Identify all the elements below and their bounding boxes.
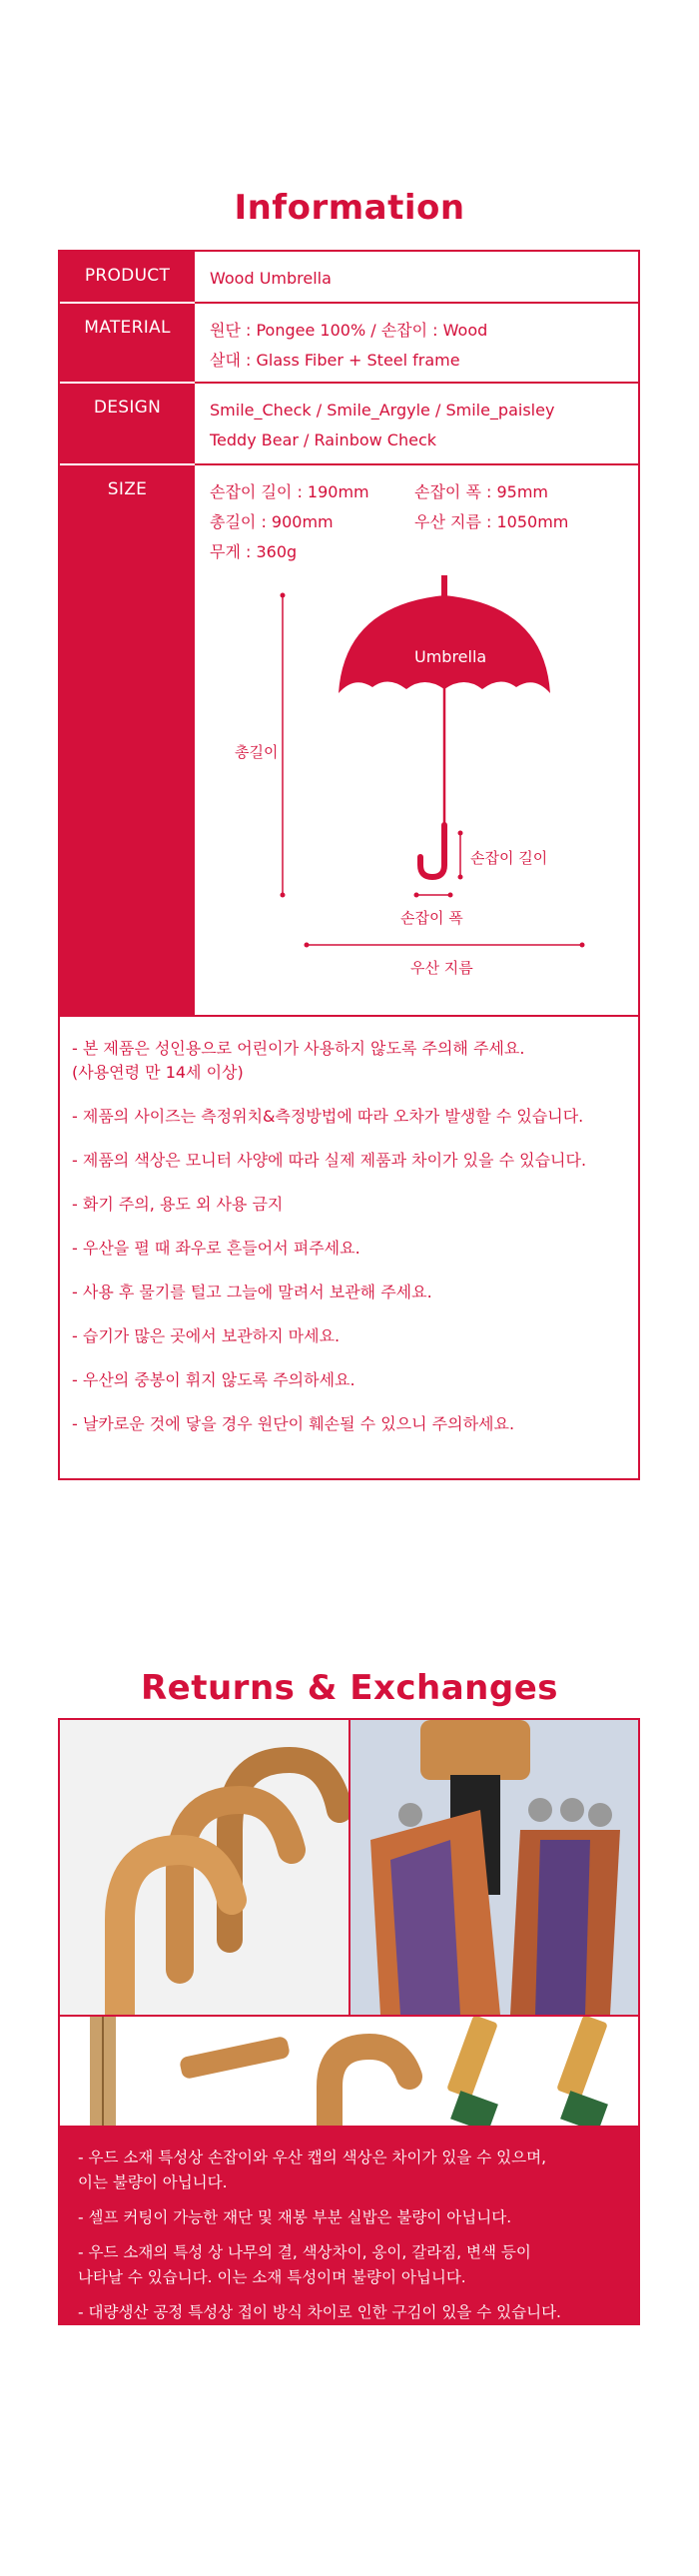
design-line-1: Smile_Check / Smile_Argyle / Smile_paisley — [210, 401, 555, 420]
design-line-2: Teddy Bear / Rainbow Check — [210, 430, 437, 449]
note-item: - 제품의 색상은 모니터 사양에 따라 실제 제품과 차이가 있을 수 있습니다. — [72, 1151, 587, 1170]
closed-umbrellas-photo — [350, 1720, 638, 2015]
material-row — [60, 304, 638, 384]
umbrella-diagram — [195, 575, 638, 1015]
total-length-label: 총길이 — [235, 743, 279, 761]
note-item: - 날카로운 것에 닿을 경우 원단이 훼손될 수 있으니 주의하세요. — [72, 1414, 515, 1433]
total-length-value: 총길이 : 900mm — [210, 512, 334, 531]
product-row — [60, 252, 638, 304]
handle-length-value: 손잡이 길이 : 190mm — [210, 482, 369, 501]
note-item: - 화기 주의, 용도 외 사용 금지 — [72, 1195, 284, 1214]
weight-value: 무게 : 360g — [210, 542, 298, 561]
umbrella-tip — [441, 575, 447, 597]
wooden-handles-photo — [60, 1720, 349, 2015]
note-item: - 우산을 펼 때 좌우로 흔들어서 펴주세요. — [72, 1239, 360, 1258]
size-label: SIZE — [60, 465, 195, 1015]
diameter-value: 우산 지름 : 1050mm — [414, 512, 569, 531]
material-label: MATERIAL — [60, 304, 195, 382]
information-title: Information — [234, 188, 465, 228]
handle-length-label: 손잡이 길이 — [470, 849, 548, 867]
canopy-text: Umbrella — [414, 647, 487, 666]
product-label: PRODUCT — [60, 252, 195, 302]
note-item: - 습기가 많은 곳에서 보관하지 마세요. — [72, 1326, 341, 1345]
information-table — [58, 250, 640, 1480]
wood-detail-strip — [60, 2017, 638, 2127]
umbrella-handle — [420, 825, 444, 877]
note-item: - 제품의 사이즈는 측정위치&측정방법에 따라 오차가 발생할 수 있습니다. — [72, 1107, 584, 1126]
material-line-2: 살대 : Glass Fiber + Steel frame — [210, 351, 460, 370]
material-value — [210, 316, 487, 376]
note-item: - 본 제품은 성인용으로 어린이가 사용하지 않도록 주의해 주세요. (사용연령 만 14세 이상) — [72, 1039, 525, 1082]
material-line-1: 원단 : Pongee 100% / 손잡이 : Wood — [210, 321, 488, 340]
product-value: Wood Umbrella — [210, 269, 332, 288]
handle-width-value: 손잡이 폭 : 95mm — [414, 482, 549, 501]
size-row — [60, 465, 638, 1017]
returns-note-item: - 대량생산 공정 특성상 접이 방식 차이로 인한 구김이 있을 수 있습니다. — [78, 2303, 561, 2321]
diameter-label: 우산 지름 — [410, 959, 473, 977]
design-label: DESIGN — [60, 384, 195, 463]
returns-notes — [58, 2126, 640, 2325]
returns-note-item: - 셀프 커팅이 가능한 재단 및 재봉 부분 실밥은 불량이 아닙니다. — [78, 2208, 512, 2226]
design-row — [60, 384, 638, 465]
returns-note-item: - 우드 소재 특성상 손잡이와 우산 캡의 색상은 차이가 있을 수 있으며, 이는 불량이 아닙니다. — [78, 2148, 546, 2191]
note-item: - 사용 후 물기를 털고 그늘에 말려서 보관해 주세요. — [72, 1283, 432, 1301]
canopy-shape — [339, 595, 550, 693]
caution-notes — [60, 1019, 638, 1456]
note-item: - 우산의 중봉이 휘지 않도록 주의하세요. — [72, 1370, 355, 1389]
returns-note-item: - 우드 소재의 특성 상 나무의 결, 색상차이, 옹이, 갈라짐, 변색 등이 나타날 수 있습니다. 이는 소재 특성이며 불량이 아닙니다. — [78, 2243, 531, 2286]
handle-width-label: 손잡이 폭 — [400, 909, 463, 927]
returns-title: Returns & Exchanges — [140, 1668, 559, 1708]
umbrella-illustration — [195, 575, 638, 1015]
design-value — [210, 396, 554, 455]
